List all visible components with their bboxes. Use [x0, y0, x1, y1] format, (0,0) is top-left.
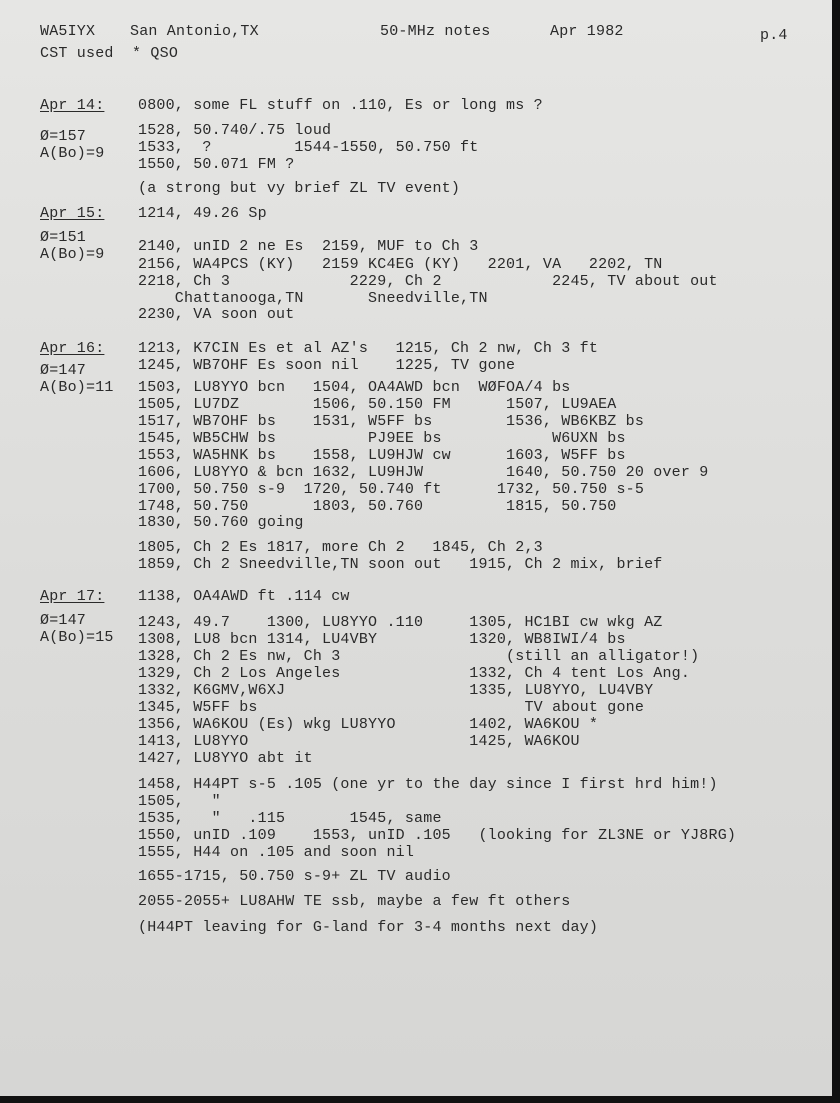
- log-line: 1308, LU8 bcn 1314, LU4VBY 1320, WB8IWI/4 bs: [138, 631, 626, 648]
- log-line: 1550, unID .109 1553, unID .105 (looking for ZL3NE or YJ8RG): [138, 827, 737, 844]
- header-city: San Antonio,TX: [130, 23, 259, 40]
- section-date: Apr 16:: [40, 340, 105, 357]
- header-legend: CST used * QSO: [40, 45, 179, 62]
- log-line: 1550, 50.071 FM ?: [138, 156, 295, 173]
- side-note: Ø=147: [40, 612, 87, 629]
- side-note: Ø=147: [40, 362, 87, 379]
- log-line: 1545, WB5CHW bs PJ9EE bs W6UXN bs: [138, 430, 626, 447]
- log-line: 1553, WA5HNK bs 1558, LU9HJW cw 1603, W5FF bs: [138, 447, 626, 464]
- side-note: Ø=151: [40, 229, 87, 246]
- section-date: Apr 14:: [40, 97, 105, 114]
- log-line: 1427, LU8YYO abt it: [138, 750, 313, 767]
- log-line: 2055-2055+ LU8AHW TE ssb, maybe a few ft others: [138, 893, 571, 910]
- log-line: 1356, WA6KOU (Es) wkg LU8YYO 1402, WA6KOU *: [138, 716, 599, 733]
- log-line: 1830, 50.760 going: [138, 514, 304, 531]
- side-note: A(Bo)=9: [40, 246, 105, 263]
- log-line: 1332, K6GMV,W6XJ 1335, LU8YYO, LU4VBY: [138, 682, 654, 699]
- log-line: 1505, LU7DZ 1506, 50.150 FM 1507, LU9AEA: [138, 396, 617, 413]
- log-line: 1214, 49.26 Sp: [138, 205, 267, 222]
- log-line: 1655-1715, 50.750 s-9+ ZL TV audio: [138, 868, 451, 885]
- side-note: A(Bo)=9: [40, 145, 105, 162]
- log-line: 0800, some FL stuff on .110, Es or long ms ?: [138, 97, 543, 114]
- log-line: 1243, 49.7 1300, LU8YYO .110 1305, HC1BI cw wkg AZ: [138, 614, 663, 631]
- side-note: A(Bo)=11: [40, 379, 114, 396]
- log-line: 1700, 50.750 s-9 1720, 50.740 ft 1732, 50.750 s-5: [138, 481, 645, 498]
- section-date: Apr 17:: [40, 588, 105, 605]
- log-line: 1329, Ch 2 Los Angeles 1332, Ch 4 tent Los Ang.: [138, 665, 691, 682]
- log-line: 1528, 50.740/.75 loud: [138, 122, 332, 139]
- log-line: 1138, OA4AWD ft .114 cw: [138, 588, 350, 605]
- section-date: Apr 15:: [40, 205, 105, 222]
- log-line: 1413, LU8YYO 1425, WA6KOU: [138, 733, 580, 750]
- log-line: 2230, VA soon out: [138, 306, 295, 323]
- log-line: 1748, 50.750 1803, 50.760 1815, 50.750: [138, 498, 617, 515]
- header-title: 50-MHz notes: [380, 23, 491, 40]
- log-line: 2218, Ch 3 2229, Ch 2 2245, TV about out: [138, 273, 718, 290]
- log-line: 1345, W5FF bs TV about gone: [138, 699, 645, 716]
- log-line: 2156, WA4PCS (KY) 2159 KC4EG (KY) 2201, VA 2202, TN: [138, 256, 663, 273]
- header-callsign: WA5IYX: [40, 23, 96, 40]
- log-line: 1555, H44 on .105 and soon nil: [138, 844, 415, 861]
- log-line: 1535, " .115 1545, same: [138, 810, 442, 827]
- header-date: Apr 1982: [550, 23, 624, 40]
- log-line: 1213, K7CIN Es et al AZ's 1215, Ch 2 nw, Ch 3 ft: [138, 340, 599, 357]
- log-line: 1517, WB7OHF bs 1531, W5FF bs 1536, WB6KBZ bs: [138, 413, 645, 430]
- side-note: Ø=157: [40, 128, 87, 145]
- log-line: 1458, H44PT s-5 .105 (one yr to the day since I first hrd him!): [138, 776, 718, 793]
- log-line: 1805, Ch 2 Es 1817, more Ch 2 1845, Ch 2,3: [138, 539, 543, 556]
- log-line: (H44PT leaving for G-land for 3-4 months next day): [138, 919, 599, 936]
- log-line: 2140, unID 2 ne Es 2159, MUF to Ch 3: [138, 238, 479, 255]
- side-note: A(Bo)=15: [40, 629, 114, 646]
- log-line: Chattanooga,TN Sneedville,TN: [138, 290, 488, 307]
- log-line: 1245, WB7OHF Es soon nil 1225, TV gone: [138, 357, 516, 374]
- log-line: 1503, LU8YYO bcn 1504, OA4AWD bcn WØFOA/4 bs: [138, 379, 571, 396]
- log-line: (a strong but vy brief ZL TV event): [138, 180, 461, 197]
- log-line: 1533, ? 1544-1550, 50.750 ft: [138, 139, 479, 156]
- log-line: 1505, ": [138, 793, 221, 810]
- log-line: 1859, Ch 2 Sneedville,TN soon out 1915, Ch 2 mix, brief: [138, 556, 663, 573]
- log-line: 1328, Ch 2 Es nw, Ch 3 (still an alligator!): [138, 648, 700, 665]
- log-line: 1606, LU8YYO & bcn 1632, LU9HJW 1640, 50.750 20 over 9: [138, 464, 709, 481]
- page-number: p.4: [760, 27, 788, 44]
